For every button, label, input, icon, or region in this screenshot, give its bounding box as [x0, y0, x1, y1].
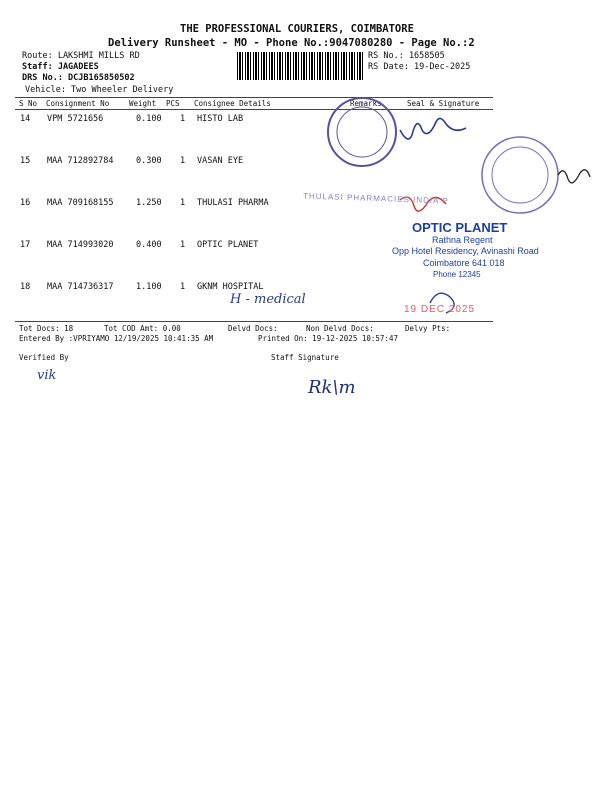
row-pcs: 1	[180, 198, 186, 208]
round-stamp-purple	[328, 98, 396, 166]
row-consignment: VPM 5721656	[47, 114, 104, 124]
row-sno: 18	[20, 282, 31, 292]
total-docs: Tot Docs: 18	[19, 324, 74, 333]
round-stamp-light-inner	[492, 147, 548, 203]
optic-stamp-line3: Coimbatore 641 018	[423, 258, 505, 268]
row-consignee: HISTO LAB	[197, 114, 244, 124]
row-sno: 17	[20, 240, 31, 250]
vehicle-label: Vehicle: Two Wheeler Delivery	[25, 85, 174, 95]
total-cod: Tot COD Amt: 0.00	[104, 324, 181, 333]
col-consignee: Consignee Details	[194, 99, 271, 108]
row-consignment: MAA 714993020	[47, 240, 114, 250]
thulasi-stamp: THULASI PHARMACIES INDIA P	[302, 191, 449, 206]
rs-date: RS Date: 19-Dec-2025	[368, 62, 471, 72]
row-sno: 14	[20, 114, 31, 124]
col-weight: Weight	[129, 99, 157, 108]
staff-label: Staff: JAGADEES	[22, 62, 99, 72]
col-seal: Seal & Signature	[407, 99, 480, 108]
row-weight: 0.300	[136, 156, 162, 166]
runsheet-subtitle: Delivery Runsheet - MO - Phone No.:9047080280 - Page No.:2	[108, 37, 475, 49]
row-consignee: VASAN EYE	[197, 156, 244, 166]
delivered-docs: Delvd Docs:	[228, 324, 278, 333]
row-weight: 1.100	[136, 282, 162, 292]
signature-mark	[558, 170, 590, 183]
row-consignment: MAA 714736317	[47, 282, 114, 292]
round-stamp-light	[482, 137, 558, 213]
row-consignee: GKNM HOSPITAL	[197, 282, 264, 292]
barcode	[237, 52, 365, 80]
signature-mark	[400, 118, 466, 139]
row-pcs: 1	[180, 240, 186, 250]
stamps-layer	[320, 95, 600, 335]
non-delivered-docs: Non Delvd Docs:	[306, 324, 374, 333]
printed-on: Printed On: 19-12-2025 10:57:47	[258, 334, 398, 343]
row-weight: 0.100	[136, 114, 162, 124]
round-stamp-inner	[337, 107, 387, 157]
row-weight: 1.250	[136, 198, 162, 208]
col-consignment: Consignment No	[46, 99, 110, 108]
rs-number: RS No.: 1658505	[368, 51, 445, 61]
drs-label: DRS No.: DCJB165850502	[22, 73, 135, 83]
optic-stamp-line2: Opp Hotel Residency, Avinashi Road	[392, 246, 539, 256]
row-consignment: MAA 712892784	[47, 156, 114, 166]
optic-stamp-title: OPTIC PLANET	[412, 220, 508, 235]
row-pcs: 1	[180, 156, 186, 166]
col-remarks: Remarks	[350, 99, 382, 108]
date-stamp: 19 DEC 2025	[404, 304, 476, 315]
staff-signature-label: Staff Signature	[271, 353, 339, 362]
verified-initials: vik	[37, 368, 57, 383]
row-sno: 15	[20, 156, 31, 166]
row-consignee: THULASI PHARMA	[197, 198, 269, 208]
entered-by: Entered By :VPRIYAMO 12/19/2025 10:41:35 AM	[19, 334, 214, 343]
table-bottom-rule	[15, 321, 493, 322]
route-label: Route: LAKSHMI MILLS RD	[22, 51, 140, 61]
row-weight: 0.400	[136, 240, 162, 250]
company-title: THE PROFESSIONAL COURIERS, COIMBATORE	[180, 23, 414, 35]
delivery-points: Delvy Pts:	[405, 324, 451, 333]
col-pcs: PCS	[166, 99, 180, 108]
row-consignee: OPTIC PLANET	[197, 240, 259, 250]
optic-stamp-line1: Rathna Regent	[432, 235, 493, 245]
optic-stamp-line4: Phone 12345	[433, 270, 481, 279]
col-sno: S No	[19, 99, 38, 108]
staff-signature-mark: Rk\m	[308, 377, 356, 398]
verified-by-label: Verified By	[19, 353, 69, 362]
row-pcs: 1	[180, 114, 186, 124]
row-consignment: MAA 709168155	[47, 198, 114, 208]
row-sno: 16	[20, 198, 31, 208]
handwritten-remark: H - medical	[230, 292, 306, 307]
row-pcs: 1	[180, 282, 186, 292]
